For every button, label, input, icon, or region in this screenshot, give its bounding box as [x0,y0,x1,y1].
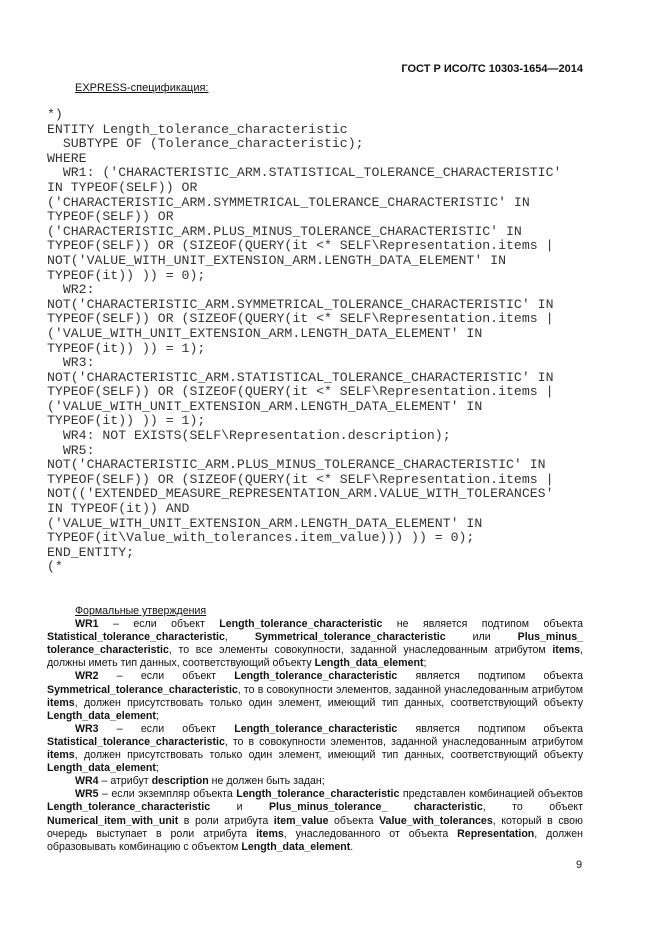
bold-term: Symmetrical_tolerance_characteristic [47,683,238,696]
document-header: ГОСТ Р ИСО/ТС 10303-1654—2014 [401,63,583,75]
bold-term: Length_tolerance_characteristic [234,722,398,735]
bold-term: Length_data_element [47,709,156,722]
text-run: – если объект [98,670,235,683]
bold-term: items [552,644,581,657]
text-run: ; [155,709,159,722]
text-run: – если экземпляр объекта [98,788,237,801]
text-run: в роли атрибута [178,814,274,827]
spec-title: EXPRESS-спецификация: [75,82,209,94]
text-run: – атрибут [98,775,152,788]
text-run: не является подтипом объекта [382,618,583,631]
bold-term: WR5 [75,788,99,801]
code-line: TYPEOF(SELF)) OR (SIZEOF(QUERY(it <* SELF\Representation.items | [47,471,554,487]
code-line: TYPEOF(SELF)) OR (SIZEOF(QUERY(it <* SELF\Representation.items | [47,311,554,327]
text-run: – если объект [98,618,220,631]
bold-term: Length_tolerance_characteristic [219,618,383,631]
text-run: , унаследованного от объекта [283,827,458,840]
bold-term: Value_with_tolerances [379,814,493,827]
code-line: WR5: [47,442,95,458]
code-line: TYPEOF(it)) )) = 0); [47,267,206,283]
code-line: NOT('VALUE_WITH_UNIT_EXTENSION_ARM.LENGTH_DATA_ELEMENT' IN [47,252,506,268]
text-run: . [350,840,354,853]
bold-term: WR2 [75,670,99,683]
text-run: , должен присутствовать только один элемент, имеющий тип данных, соответствующий объекту [74,696,583,709]
code-line: (* [47,559,63,575]
text-run: , [224,631,255,644]
express-code-block [47,108,561,575]
code-line: TYPEOF(it)) )) = 1); [47,340,206,356]
text-run: ; [155,762,159,775]
bold-term: Length_tolerance_characteristic [47,801,211,814]
rule-paragraph [47,775,583,788]
code-line: TYPEOF(SELF)) OR [47,209,174,225]
bold-term: Length_data_element [314,657,424,670]
code-line: ('VALUE_WITH_UNIT_EXTENSION_ARM.LENGTH_DATA_ELEMENT' IN [47,515,483,531]
text-run: является подтипом объекта [397,670,583,683]
bold-term: Numerical_item_with_unit [47,814,179,827]
text-run: является подтипом объекта [397,722,583,735]
bold-term: Plus_minus_ tolerance_characteristic [47,631,584,657]
text-run: , то объект [482,801,583,814]
formal-propositions [47,605,583,854]
bold-term: items [256,827,284,840]
bold-term: items [47,749,75,762]
code-line: SUBTYPE OF (Tolerance_characteristic); [47,136,364,152]
rule-paragraph [47,788,583,853]
code-line: WR1: ('CHARACTERISTIC_ARM.STATISTICAL_TOLERANCE_CHARACTERISTIC' [47,165,562,181]
text-run: и [210,801,269,814]
bold-term: Plus_minus_tolerance_ characteristic [268,801,483,814]
code-line: NOT('CHARACTERISTIC_ARM.SYMMETRICAL_TOLERANCE_CHARACTERISTIC' IN [47,296,554,312]
code-line: ('CHARACTERISTIC_ARM.PLUS_MINUS_TOLERANCE_CHARACTERISTIC' IN [47,223,522,239]
bold-term: Length_data_element [47,762,156,775]
code-line: ('VALUE_WITH_UNIT_EXTENSION_ARM.LENGTH_DATA_ELEMENT' IN [47,398,483,414]
text-run: или [445,631,518,644]
text-run: не должен быть задан; [208,775,325,788]
code-line: TYPEOF(it\Value_with_tolerances.item_value))) )) = 0); [47,530,475,546]
code-line: WR3: [47,355,95,371]
text-run: ; [423,657,427,670]
text-run: , должен присутствовать только один элемент, имеющий тип данных, соответствующий объекту [74,749,583,762]
text-run: представлен комбинацией объектов [399,788,583,801]
code-line: IN TYPEOF(SELF)) OR [47,179,198,195]
bold-term: WR4 [75,775,99,788]
text-run: , то в совокупности элементов, заданной унаследованным атрибутом [237,683,583,696]
text-run: , который в свою очередь выступает в роли атрибута [47,814,583,840]
bold-term: Length_data_element [241,840,351,853]
text-run: , то все элементы совокупности, заданной унаследованным атрибутом [168,644,553,657]
code-line: WR4: NOT EXISTS(SELF\Representation.description); [47,428,451,444]
bold-term: Statistical_tolerance_characteristic [47,735,225,748]
bold-term: WR1 [75,618,99,631]
bold-term: Symmetrical_tolerance_characteristic [254,631,446,644]
bold-term: Length_tolerance_characteristic [234,670,398,683]
bold-term: Representation [457,827,535,840]
code-line: ('VALUE_WITH_UNIT_EXTENSION_ARM.LENGTH_DATA_ELEMENT' IN [47,325,483,341]
bold-term: Statistical_tolerance_characteristic [47,631,225,644]
code-line: ('CHARACTERISTIC_ARM.SYMMETRICAL_TOLERANCE_CHARACTERISTIC' IN [47,194,530,210]
code-line: WHERE [47,150,87,166]
text-run: , должен образовывать комбинацию с объектом [47,827,583,853]
bold-term: Length_tolerance_characteristic [236,788,400,801]
code-line: ENTITY Length_tolerance_characteristic [47,121,348,137]
code-line: IN TYPEOF(it)) AND [47,501,190,517]
rule-paragraph [47,670,583,722]
code-line: TYPEOF(SELF)) OR (SIZEOF(QUERY(it <* SELF\Representation.items | [47,238,554,254]
formal-title: Формальные утверждения [75,605,207,617]
code-line: NOT('CHARACTERISTIC_ARM.STATISTICAL_TOLERANCE_CHARACTERISTIC' IN [47,369,554,385]
code-line: TYPEOF(SELF)) OR (SIZEOF(QUERY(it <* SELF\Representation.items | [47,384,554,400]
code-line: NOT(('EXTENDED_MEASURE_REPRESENTATION_ARM.VALUE_WITH_TOLERANCES' [47,486,554,502]
rule-paragraph [47,723,583,775]
text-run: – если объект [98,722,235,735]
code-line: TYPEOF(it)) )) = 1); [47,413,206,429]
page-number: 9 [576,859,583,871]
rule-paragraph [47,618,583,670]
code-line: WR2: [47,282,95,298]
bold-term: WR3 [75,722,99,735]
text-run: , то в совокупности элементов, заданной унаследованным атрибутом [224,735,583,748]
text-run: объекта [328,814,380,827]
code-line: *) [47,107,63,122]
bold-term: item_value [273,814,329,827]
bold-term: items [47,696,75,709]
code-line: END_ENTITY; [47,544,135,560]
code-line: NOT('CHARACTERISTIC_ARM.PLUS_MINUS_TOLERANCE_CHARACTERISTIC' IN [47,457,546,473]
text-run: , должны иметь тип данных, соответствующий объекту [47,644,583,670]
bold-term: description [151,775,209,788]
